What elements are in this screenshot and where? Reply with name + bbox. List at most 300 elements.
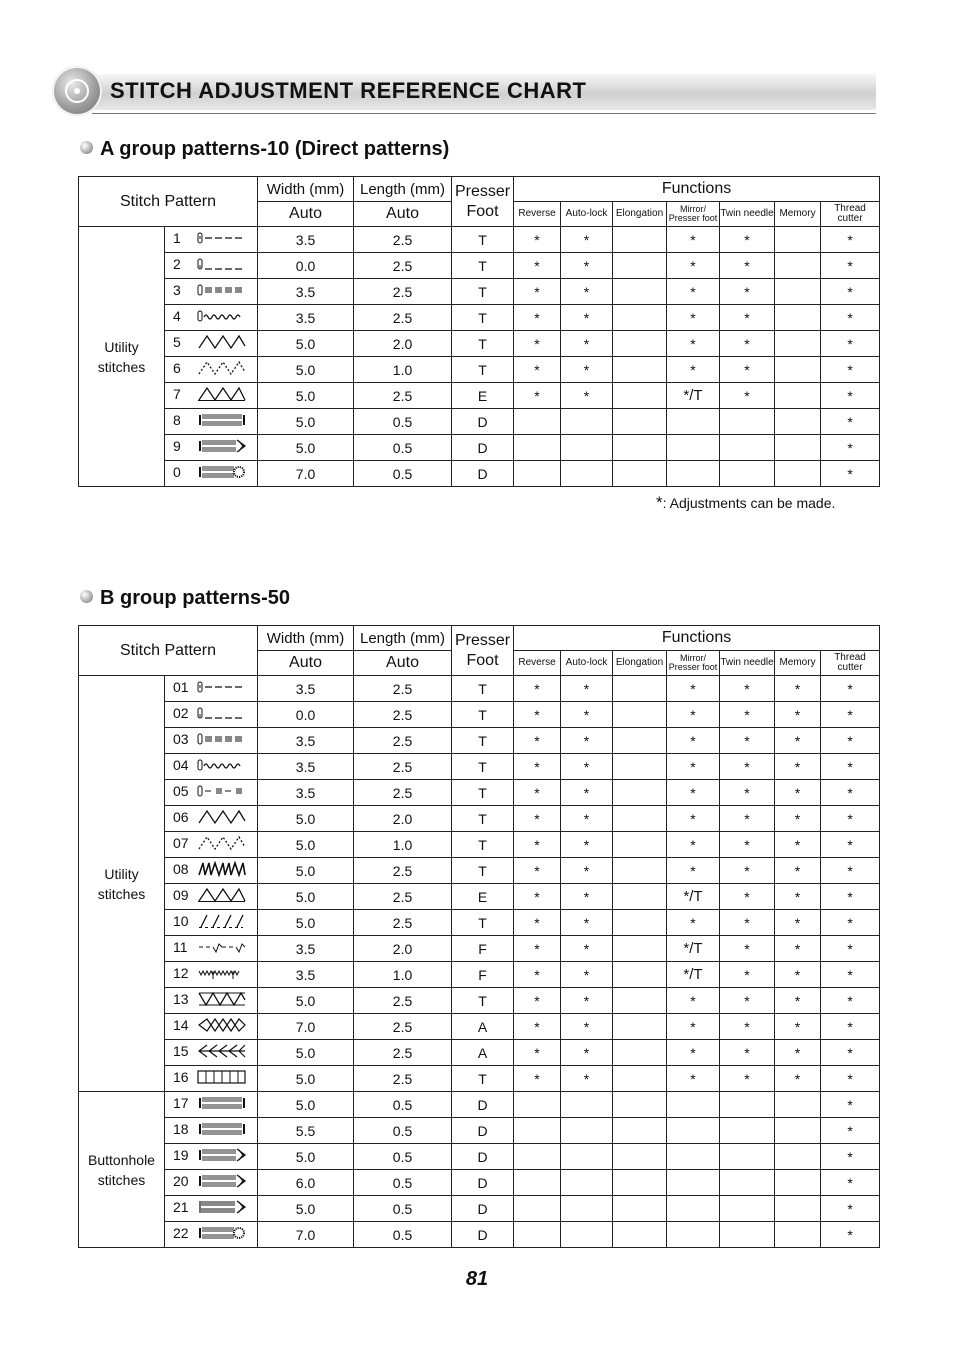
- header-memory-label: Memory: [779, 208, 816, 219]
- buttonhole-arrow-dense-stitch-icon: [197, 1199, 247, 1218]
- function-thread-cutter: *: [821, 884, 880, 910]
- presser-foot-value: T: [452, 279, 514, 305]
- pattern-cell: [165, 1196, 258, 1222]
- function-mirror: [667, 409, 720, 435]
- length-value: 2.5: [354, 1066, 452, 1092]
- length-value: 0.5: [354, 1118, 452, 1144]
- presser-foot-value: F: [452, 936, 514, 962]
- pattern-number: 19: [173, 1147, 189, 1164]
- section-a-title: A group patterns-10 (Direct patterns): [100, 138, 450, 160]
- function-twin-needle: *: [720, 728, 775, 754]
- width-value: 5.0: [258, 1092, 354, 1118]
- straight-left-stitch-icon: [197, 230, 247, 249]
- table-row: [79, 1014, 880, 1040]
- header-functions-label: Functions: [661, 629, 732, 646]
- function-mirror: */T: [667, 383, 720, 409]
- group-label: [79, 676, 165, 1092]
- function-memory: *: [775, 806, 821, 832]
- section-b-table: [78, 625, 880, 1248]
- presser-foot-value: E: [452, 884, 514, 910]
- function-thread-cutter: *: [821, 331, 880, 357]
- function-elongation: [613, 1170, 667, 1196]
- pattern-number: 14: [173, 1017, 189, 1034]
- function-mirror: *: [667, 227, 720, 253]
- length-value: 2.5: [354, 910, 452, 936]
- function-twin-needle: *: [720, 884, 775, 910]
- function-mirror: *: [667, 357, 720, 383]
- function-elongation: [613, 279, 667, 305]
- note-star: *: [656, 493, 663, 512]
- presser-foot-value: T: [452, 357, 514, 383]
- length-value: 2.5: [354, 780, 452, 806]
- width-value: 3.5: [258, 676, 354, 702]
- function-elongation: [613, 227, 667, 253]
- width-value: 5.0: [258, 409, 354, 435]
- function-twin-needle: [720, 409, 775, 435]
- length-auto-label: Auto: [386, 205, 419, 222]
- pattern-number: 11: [173, 939, 188, 956]
- header-elongation-label: Elongation: [615, 657, 664, 668]
- function-auto-lock: *: [561, 676, 613, 702]
- table-row: [79, 1144, 880, 1170]
- function-reverse: *: [514, 806, 561, 832]
- length-value: 2.5: [354, 383, 452, 409]
- function-elongation: [613, 884, 667, 910]
- function-twin-needle: *: [720, 832, 775, 858]
- header-length: [354, 177, 452, 202]
- function-reverse: *: [514, 884, 561, 910]
- function-twin-needle: [720, 1170, 775, 1196]
- length-value: 2.5: [354, 1040, 452, 1066]
- header-mirror: [667, 651, 720, 676]
- pattern-cell: [165, 1092, 258, 1118]
- table-row: [79, 702, 880, 728]
- width-value: 3.5: [258, 962, 354, 988]
- header-twin-needle-label: Twin needle: [720, 657, 774, 668]
- function-thread-cutter: *: [821, 253, 880, 279]
- width-auto-label: Auto: [289, 205, 322, 222]
- function-reverse: *: [514, 910, 561, 936]
- pattern-cell: [165, 754, 258, 780]
- function-memory: [775, 1118, 821, 1144]
- length-value: 2.5: [354, 858, 452, 884]
- bullet-icon: [80, 590, 93, 603]
- pattern-number: 05: [173, 783, 189, 800]
- header-functions: [514, 177, 880, 202]
- pattern-number: 6: [173, 360, 181, 377]
- function-reverse: *: [514, 858, 561, 884]
- width-value: 5.0: [258, 1066, 354, 1092]
- function-thread-cutter: *: [821, 806, 880, 832]
- header-width-auto: [258, 202, 354, 227]
- header-length-auto: [354, 202, 452, 227]
- function-memory: [775, 279, 821, 305]
- function-thread-cutter: *: [821, 1066, 880, 1092]
- function-auto-lock: [561, 1092, 613, 1118]
- header-foot-label: Foot: [466, 651, 499, 669]
- function-elongation: [613, 676, 667, 702]
- function-elongation: [613, 1014, 667, 1040]
- function-mirror: *: [667, 1014, 720, 1040]
- function-memory: [775, 253, 821, 279]
- function-elongation: [613, 383, 667, 409]
- width-value: 3.5: [258, 936, 354, 962]
- group-label-line-2: stitches: [97, 358, 146, 375]
- function-twin-needle: *: [720, 227, 775, 253]
- pattern-cell: [165, 253, 258, 279]
- header-functions-label: Functions: [661, 180, 732, 197]
- function-auto-lock: *: [561, 728, 613, 754]
- pattern-cell: [165, 676, 258, 702]
- function-thread-cutter: *: [821, 728, 880, 754]
- header-width-label: Width (mm): [266, 629, 345, 647]
- table-row: [79, 1066, 880, 1092]
- header-stitch-pattern-label: Stitch Pattern: [119, 192, 217, 210]
- header-thread-cutter-label: Thread cutter: [834, 203, 866, 224]
- function-mirror: */T: [667, 936, 720, 962]
- function-memory: *: [775, 988, 821, 1014]
- straight-dash-stitch-icon: [197, 783, 247, 802]
- function-memory: *: [775, 910, 821, 936]
- presser-foot-value: T: [452, 305, 514, 331]
- header-stitch-pattern: [79, 626, 258, 676]
- header-elongation: [613, 651, 667, 676]
- function-elongation: [613, 832, 667, 858]
- function-memory: *: [775, 962, 821, 988]
- length-value: 1.0: [354, 962, 452, 988]
- function-auto-lock: *: [561, 936, 613, 962]
- header-memory: [775, 202, 821, 227]
- pattern-cell: [165, 858, 258, 884]
- table-row: [79, 936, 880, 962]
- buttonhole-arrow-stitch-icon: [197, 438, 247, 457]
- function-mirror: [667, 1170, 720, 1196]
- pattern-cell: [165, 1014, 258, 1040]
- length-value: 2.5: [354, 702, 452, 728]
- function-mirror: *: [667, 832, 720, 858]
- function-thread-cutter: *: [821, 676, 880, 702]
- ladder-stitch-icon: [197, 1069, 247, 1088]
- straight-left-low-stitch-icon: [197, 256, 247, 275]
- length-value: 0.5: [354, 435, 452, 461]
- function-memory: [775, 1170, 821, 1196]
- function-elongation: [613, 780, 667, 806]
- function-elongation: [613, 461, 667, 487]
- function-twin-needle: *: [720, 962, 775, 988]
- header-width-auto: [258, 651, 354, 676]
- group-label: [79, 1092, 165, 1248]
- function-reverse: *: [514, 936, 561, 962]
- function-auto-lock: *: [561, 383, 613, 409]
- table-row: [79, 884, 880, 910]
- table-row: [79, 1170, 880, 1196]
- function-twin-needle: *: [720, 910, 775, 936]
- table-row: [79, 1196, 880, 1222]
- table-row: [79, 754, 880, 780]
- table-row: [79, 780, 880, 806]
- function-reverse: *: [514, 1040, 561, 1066]
- function-memory: [775, 357, 821, 383]
- header-width: [258, 626, 354, 651]
- function-elongation: [613, 409, 667, 435]
- table-row: [79, 676, 880, 702]
- function-memory: *: [775, 728, 821, 754]
- function-memory: *: [775, 754, 821, 780]
- function-auto-lock: *: [561, 780, 613, 806]
- width-value: 5.0: [258, 357, 354, 383]
- function-auto-lock: *: [561, 962, 613, 988]
- width-value: 5.5: [258, 1118, 354, 1144]
- width-value: 5.0: [258, 383, 354, 409]
- function-thread-cutter: *: [821, 383, 880, 409]
- header-presser-foot-label: Presser foot: [668, 662, 718, 672]
- presser-foot-value: T: [452, 832, 514, 858]
- presser-foot-value: D: [452, 435, 514, 461]
- function-reverse: *: [514, 305, 561, 331]
- header-twin-needle: [720, 202, 775, 227]
- header-presser-foot: [452, 626, 514, 676]
- function-thread-cutter: *: [821, 409, 880, 435]
- function-auto-lock: *: [561, 1066, 613, 1092]
- pattern-number: 15: [173, 1043, 189, 1060]
- function-mirror: *: [667, 676, 720, 702]
- pattern-cell: [165, 1040, 258, 1066]
- header-memory: [775, 651, 821, 676]
- width-value: 7.0: [258, 1014, 354, 1040]
- function-reverse: [514, 435, 561, 461]
- function-elongation: [613, 357, 667, 383]
- function-auto-lock: *: [561, 806, 613, 832]
- pattern-number: 9: [173, 438, 181, 455]
- function-twin-needle: [720, 1222, 775, 1248]
- section-a-heading: [80, 138, 449, 161]
- presser-foot-value: T: [452, 728, 514, 754]
- width-value: 5.0: [258, 1040, 354, 1066]
- function-twin-needle: *: [720, 1040, 775, 1066]
- function-reverse: [514, 1144, 561, 1170]
- length-value: 2.5: [354, 279, 452, 305]
- width-value: 5.0: [258, 988, 354, 1014]
- width-value: 0.0: [258, 702, 354, 728]
- function-auto-lock: *: [561, 702, 613, 728]
- pattern-cell: [165, 305, 258, 331]
- presser-foot-value: D: [452, 1196, 514, 1222]
- header-auto-lock: [561, 651, 613, 676]
- function-mirror: *: [667, 988, 720, 1014]
- function-elongation: [613, 305, 667, 331]
- function-reverse: [514, 1196, 561, 1222]
- function-reverse: *: [514, 728, 561, 754]
- pattern-cell: [165, 1144, 258, 1170]
- function-memory: *: [775, 702, 821, 728]
- table-row: [79, 832, 880, 858]
- function-elongation: [613, 858, 667, 884]
- header-elongation: [613, 202, 667, 227]
- straight-left-stitch-icon: [197, 679, 247, 698]
- function-auto-lock: *: [561, 1014, 613, 1040]
- presser-foot-value: D: [452, 461, 514, 487]
- function-memory: *: [775, 1014, 821, 1040]
- zigzag-stitch-icon: [197, 334, 247, 353]
- pattern-number: 08: [173, 861, 189, 878]
- header-length: [354, 626, 452, 651]
- table-row: [79, 435, 880, 461]
- function-twin-needle: [720, 461, 775, 487]
- length-value: 2.5: [354, 754, 452, 780]
- width-value: 5.0: [258, 331, 354, 357]
- pattern-number: 21: [173, 1199, 189, 1216]
- function-auto-lock: [561, 1196, 613, 1222]
- function-mirror: *: [667, 910, 720, 936]
- width-value: 0.0: [258, 253, 354, 279]
- group-label-line-2: stitches: [97, 1171, 146, 1188]
- banner-emblem-icon: [52, 66, 102, 116]
- pattern-cell: [165, 409, 258, 435]
- function-reverse: [514, 1092, 561, 1118]
- header-row: [79, 626, 880, 651]
- function-memory: [775, 461, 821, 487]
- zigzag-dotted-stitch-icon: [197, 360, 247, 379]
- presser-foot-value: D: [452, 1222, 514, 1248]
- presser-foot-value: T: [452, 754, 514, 780]
- bullet-icon: [80, 141, 93, 154]
- function-reverse: *: [514, 780, 561, 806]
- slant-stitch-icon: [197, 913, 247, 932]
- function-reverse: *: [514, 331, 561, 357]
- pattern-cell: [165, 780, 258, 806]
- function-mirror: [667, 1196, 720, 1222]
- pattern-cell: [165, 435, 258, 461]
- section-a-table: [78, 176, 880, 487]
- section-b-title: B group patterns-50: [100, 587, 291, 609]
- table-row: [79, 910, 880, 936]
- function-auto-lock: [561, 435, 613, 461]
- function-memory: [775, 383, 821, 409]
- function-reverse: *: [514, 1014, 561, 1040]
- group-label-line-1: Buttonhole: [88, 1151, 155, 1168]
- chevron-stitch-icon: [197, 1043, 247, 1062]
- header-thread-cutter: [821, 202, 880, 227]
- function-elongation: [613, 1144, 667, 1170]
- pattern-number: 4: [173, 308, 181, 325]
- presser-foot-value: T: [452, 253, 514, 279]
- function-mirror: */T: [667, 884, 720, 910]
- buttonhole-keyhole-stitch-icon: [197, 1225, 247, 1244]
- function-mirror: [667, 1092, 720, 1118]
- table-row: [79, 227, 880, 253]
- function-mirror: [667, 435, 720, 461]
- group-label-line-1: Utility: [104, 338, 139, 355]
- table-row: [79, 409, 880, 435]
- zigzag-stitch-icon: [197, 809, 247, 828]
- width-value: 3.5: [258, 780, 354, 806]
- width-value: 3.5: [258, 754, 354, 780]
- triple-straight-stitch-icon: [197, 282, 247, 301]
- function-thread-cutter: *: [821, 832, 880, 858]
- length-value: 0.5: [354, 1092, 452, 1118]
- zigzag-dotted-stitch-icon: [197, 835, 247, 854]
- function-memory: *: [775, 858, 821, 884]
- function-mirror: *: [667, 702, 720, 728]
- function-elongation: [613, 435, 667, 461]
- table-row: [79, 383, 880, 409]
- buttonhole-square-stitch-icon: [197, 412, 247, 431]
- pattern-number: 2: [173, 256, 181, 273]
- width-value: 5.0: [258, 435, 354, 461]
- length-value: 0.5: [354, 409, 452, 435]
- function-twin-needle: *: [720, 936, 775, 962]
- pattern-number: 10: [173, 913, 189, 930]
- function-mirror: *: [667, 780, 720, 806]
- buttonhole-square-stitch-icon: [197, 1095, 247, 1114]
- function-twin-needle: *: [720, 383, 775, 409]
- function-elongation: [613, 1092, 667, 1118]
- pattern-number: 3: [173, 282, 181, 299]
- header-mirror-label: Mirror/: [680, 204, 707, 214]
- presser-foot-value: D: [452, 1170, 514, 1196]
- function-auto-lock: *: [561, 253, 613, 279]
- header-row: [79, 177, 880, 202]
- function-memory: [775, 1196, 821, 1222]
- function-reverse: *: [514, 988, 561, 1014]
- function-memory: [775, 1222, 821, 1248]
- header-auto-lock: [561, 202, 613, 227]
- function-memory: [775, 331, 821, 357]
- presser-foot-value: T: [452, 858, 514, 884]
- length-value: 2.5: [354, 1014, 452, 1040]
- section-banner: [52, 72, 876, 116]
- table-row: [79, 279, 880, 305]
- header-mirror-label: Mirror/: [680, 653, 707, 663]
- function-elongation: [613, 1118, 667, 1144]
- pattern-cell: [165, 832, 258, 858]
- presser-foot-value: T: [452, 227, 514, 253]
- page-title: STITCH ADJUSTMENT REFERENCE CHART: [110, 78, 587, 103]
- header-thread-cutter-label: Thread cutter: [834, 652, 866, 673]
- function-mirror: *: [667, 305, 720, 331]
- function-twin-needle: *: [720, 357, 775, 383]
- function-auto-lock: *: [561, 910, 613, 936]
- length-value: 2.0: [354, 806, 452, 832]
- function-reverse: [514, 1222, 561, 1248]
- function-reverse: *: [514, 702, 561, 728]
- width-value: 5.0: [258, 806, 354, 832]
- zigzag-base-stitch-icon: [197, 887, 247, 906]
- function-auto-lock: *: [561, 858, 613, 884]
- function-memory: [775, 1092, 821, 1118]
- function-mirror: *: [667, 754, 720, 780]
- presser-foot-value: T: [452, 331, 514, 357]
- function-thread-cutter: *: [821, 754, 880, 780]
- pattern-cell: [165, 1118, 258, 1144]
- function-mirror: [667, 1222, 720, 1248]
- width-value: 3.5: [258, 227, 354, 253]
- function-mirror: *: [667, 331, 720, 357]
- function-thread-cutter: *: [821, 910, 880, 936]
- function-thread-cutter: *: [821, 1118, 880, 1144]
- presser-foot-value: D: [452, 1092, 514, 1118]
- function-elongation: [613, 936, 667, 962]
- pattern-number: 7: [173, 386, 181, 403]
- pattern-cell: [165, 910, 258, 936]
- table-row: [79, 253, 880, 279]
- function-reverse: *: [514, 357, 561, 383]
- header-presser-label: Presser: [454, 182, 511, 200]
- width-value: 5.0: [258, 832, 354, 858]
- presser-foot-value: A: [452, 1014, 514, 1040]
- function-mirror: [667, 461, 720, 487]
- header-presser-foot-label: Presser foot: [668, 213, 718, 223]
